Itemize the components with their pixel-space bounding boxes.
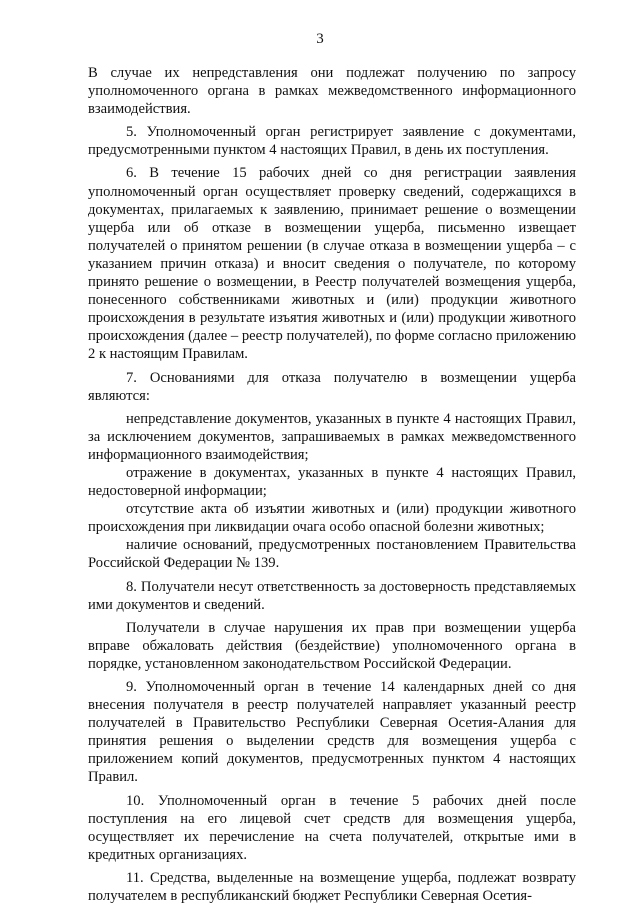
paragraph-clause-7-item-1: непредставление документов, указанных в пункте 4 настоящих Правил, за исключением документов, запрашиваемых в рамках межведомственного информационного взаимодействия; [88, 410, 576, 463]
paragraph-clause-5: 5. Уполномоченный орган регистрирует заявление с документами, предусмотренными пунктом 4 настоящих Правил, в день их поступления. [88, 124, 576, 159]
paragraph-clause-7-item-3: отсутствие акта об изъятии животных и (или) продукции животного происхождения при ликвидации очага особо опасной болезни животных; [88, 501, 576, 536]
paragraph-clause-7-item-4: наличие оснований, предусмотренных постановлением Правительства Российской Федерации № 139. [88, 537, 576, 572]
page-number: 3 [316, 31, 324, 47]
paragraph-clause-10: 10. Уполномоченный орган в течение 5 рабочих дней после поступления на его лицевой счет средств для возмещения ущерба, осуществляет их перечисление на счета получателей, открытые ими в кредитных организациях. [88, 792, 576, 863]
paragraph-clause-11: 11. Средства, выделенные на возмещение ущерба, подлежат возврату получателем в республиканский бюджет Республики Северная Осетия- [88, 869, 576, 905]
paragraph-clause-6: 6. В течение 15 рабочих дней со дня регистрации заявления уполномоченный орган осуществляет проверку сведений, содержащихся в документах, прилагаемых к заявлению, принимает решение о возмещении ущерба или об отказе в возмещении ущерба, письменно извещает получателей о принятом решении (в случае отказа в возмещении ущерба – с указанием причин отказа) и вносит сведения о получателе, по которому принято решение о возмещении, в Реестр получателей возмещения ущерба, понесенного собственниками животных и (или) продукции животного происхождения в результате изъятия животных и (или) продукции животного происхождения (далее – реестр получателей), по форме согласно приложению 2 к настоящим Правилам. [88, 165, 576, 363]
paragraph-clause-8: 8. Получатели несут ответственность за достоверность представляемых ими документов и сведений. [88, 578, 576, 613]
paragraph-continuation: В случае их непредставления они подлежат получению по запросу уполномоченного органа в рамках межведомственного информационного взаимодействия. [88, 65, 576, 118]
document-body [88, 64, 576, 905]
paragraph-clause-7: 7. Основаниями для отказа получателю в возмещении ущерба являются: [88, 369, 576, 404]
paragraph-clause-7-item-2: отражение в документах, указанных в пункте 4 настоящих Правил, недостоверной информации; [88, 464, 576, 500]
paragraph-clause-8-appeal: Получатели в случае нарушения их прав при возмещении ущерба вправе обжаловать действия (бездействие) уполномоченного органа в порядке, установленном законодательством Российской Федерации. [88, 619, 576, 672]
paragraph-clause-9: 9. Уполномоченный орган в течение 14 календарных дней со дня внесения получателя в реестр получателей направляет указанный реестр получателей в Правительство Республики Северная Осетия-Алания для принятия решения о выделении средств для возмещения ущерба с приложением копий документов, предусмотренных пунктом 4 настоящих Правил. [88, 679, 576, 786]
